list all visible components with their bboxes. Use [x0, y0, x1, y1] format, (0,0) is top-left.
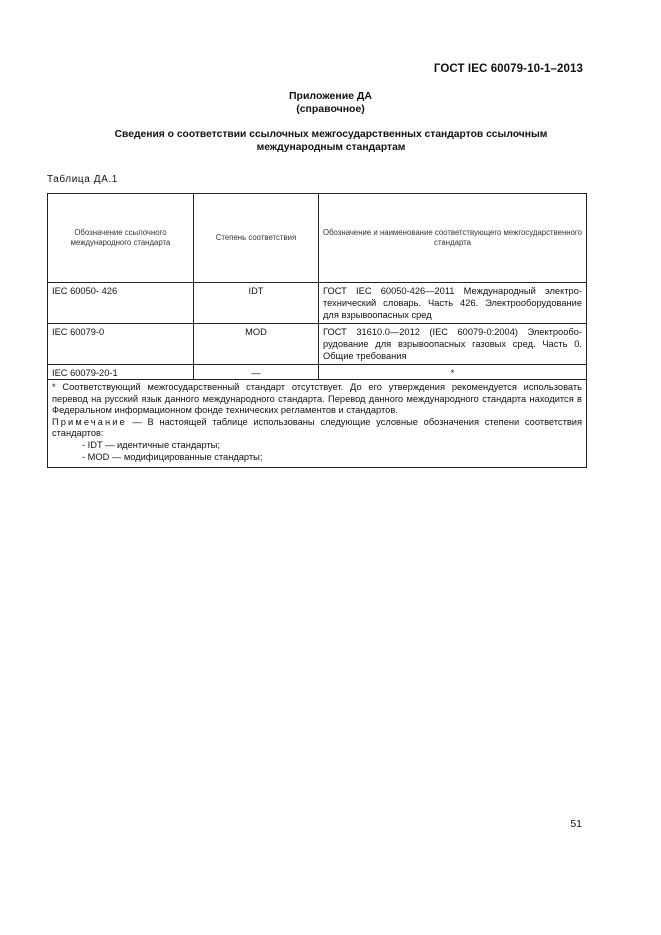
annex-kind: (справочное) [296, 103, 365, 115]
note-item: - MOD — модифицированные стандарты; [82, 451, 263, 462]
table-row [48, 324, 587, 365]
cell-ref: IEC 60050- 426 [48, 283, 194, 324]
annex-title: Приложение ДА [289, 90, 372, 102]
document-code: ГОСТ IEC 60079-10-1–2013 [433, 63, 583, 75]
header-degree: Степень соответствия [194, 194, 319, 283]
table-footnote-cell [48, 380, 587, 468]
table-row [48, 365, 587, 380]
correspondence-table [47, 193, 587, 468]
footnote-text: * Соответствующий межгосударственный стандарт отсутствует. До его утверждения рекомендуется использовать перевод на русский язык данного международного стандарта. Перевод данного международного стандарта находится в Федеральном информационном фонде технических регламентов и стандартов. [52, 382, 582, 416]
cell-degree: IDT [194, 283, 319, 324]
note-label: Примечание [52, 416, 127, 427]
table-label: Таблица ДА.1 [47, 174, 118, 185]
cell-national: * [319, 365, 587, 380]
header-national-standard: Обозначение и наименование соответствующего межгосударственного стандарта [319, 194, 587, 283]
page-number: 51 [570, 818, 582, 830]
note-paragraph [52, 417, 582, 440]
annex-heading: Сведения о соответствии ссылочных межгосударственных стандартов ссылочным международным стандартам [114, 129, 548, 153]
table-header-row [48, 194, 587, 283]
note-text: — В настоящей таблице использованы следующие условные обозначения степени соответствия стандартов: [52, 416, 582, 439]
cell-ref: IEC 60079-20-1 [48, 365, 194, 380]
cell-degree: MOD [194, 324, 319, 365]
cell-ref: IEC 60079-0 [48, 324, 194, 365]
table-footnote-row [48, 380, 587, 468]
cell-national: ГОСТ 31610.0—2012 (IEC 60079-0:2004) Электрооборудование для взрывоопасных газовых сред. Часть 0. Общие требования [319, 324, 587, 365]
table-row [48, 283, 587, 324]
cell-degree: — [194, 365, 319, 380]
note-item: - IDT — идентичные стандарты; [82, 439, 220, 450]
header-ref-standard: Обозначение ссылочного международного стандарта [48, 194, 194, 283]
cell-national: ГОСТ IEC 60050-426—2011 Международный электротехнический словарь. Часть 426. Электрооборудование для взрывоопасных сред [319, 283, 587, 324]
